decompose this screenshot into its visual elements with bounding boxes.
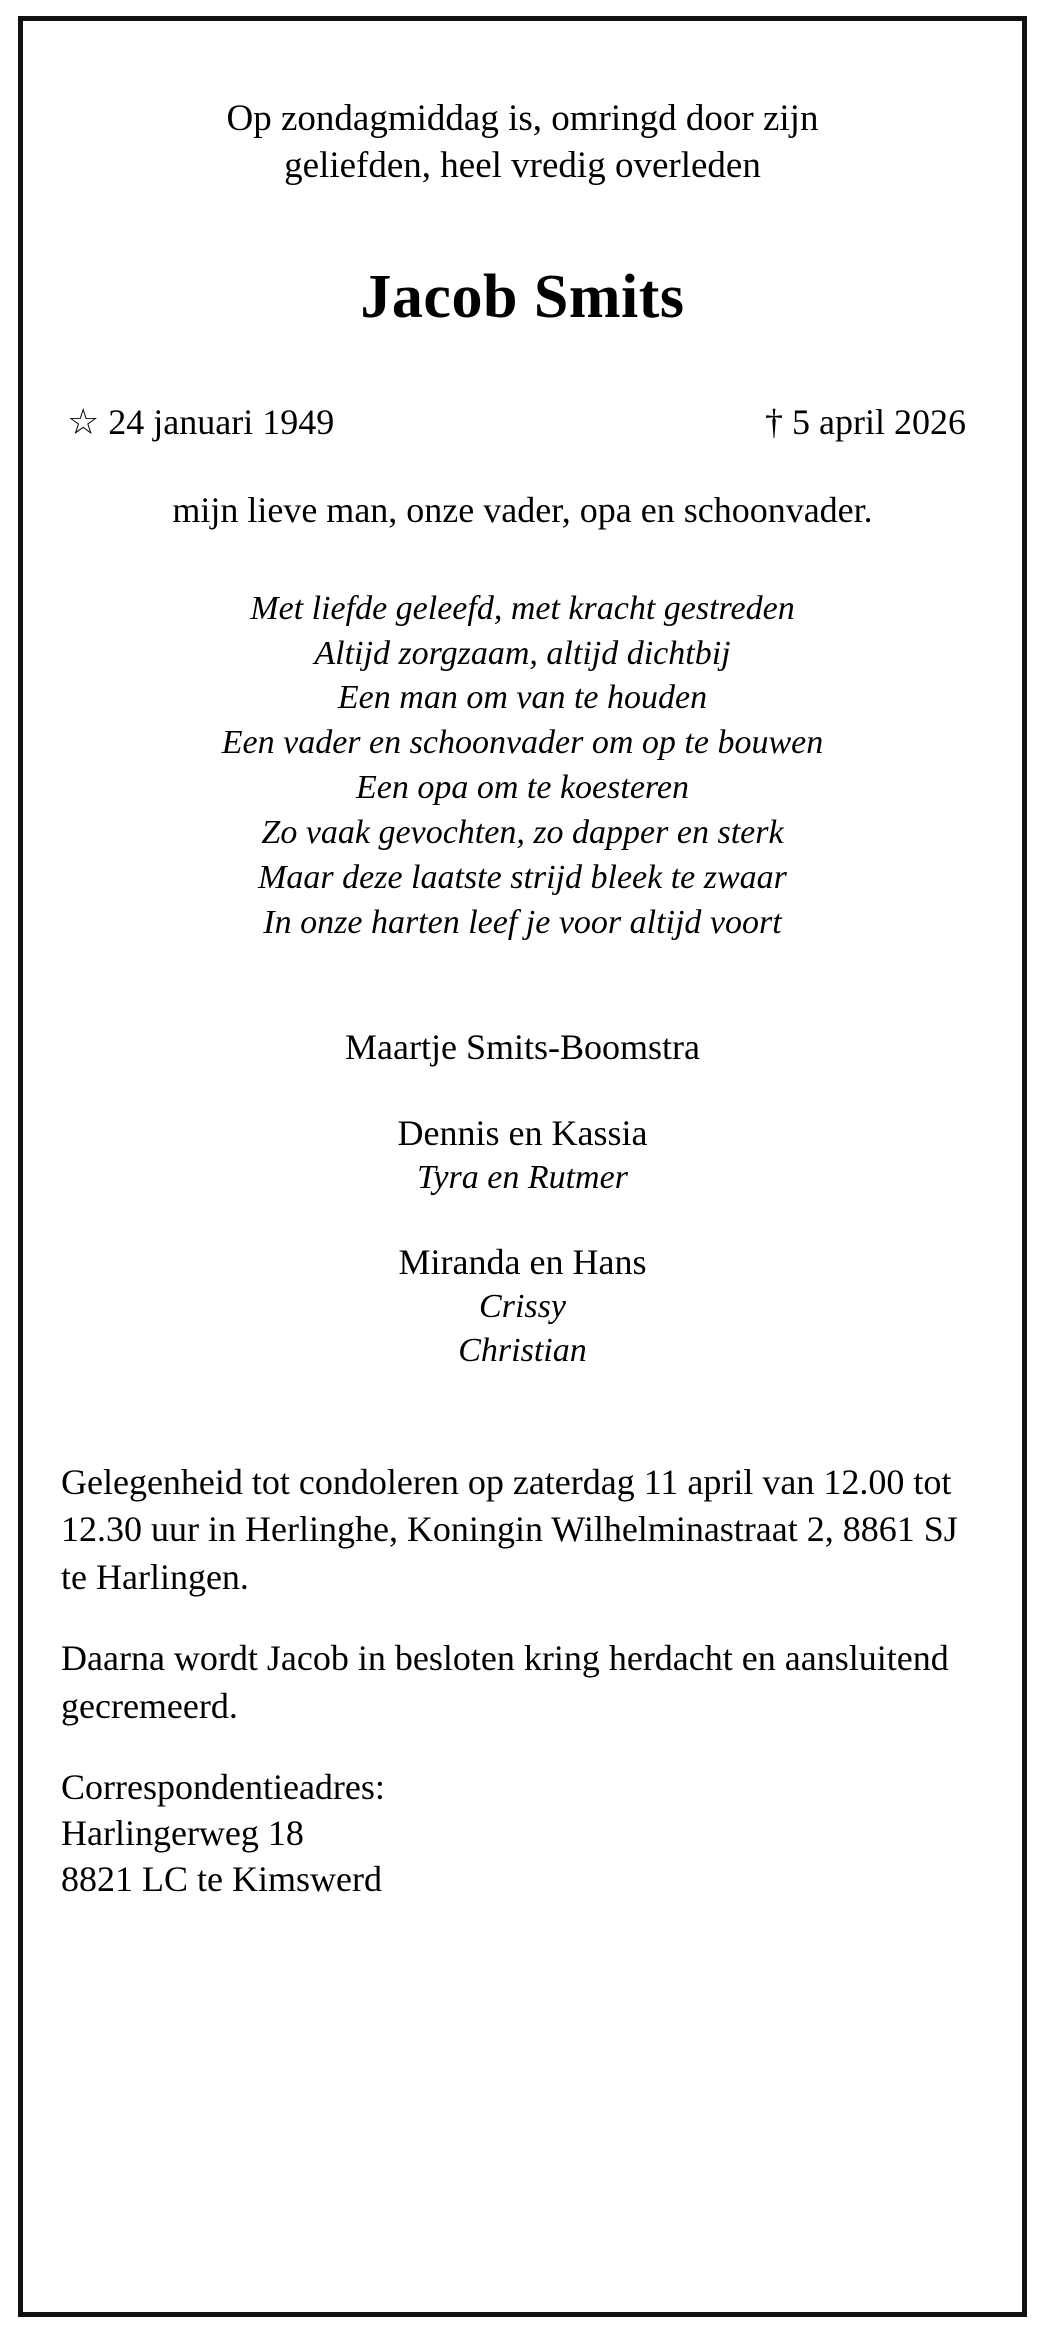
survivor-name: Maartje Smits-Boomstra	[345, 1026, 700, 1067]
correspondence-address	[61, 1764, 984, 1902]
poem-line: In onze harten leef je voor altijd voort	[263, 903, 782, 941]
poem-line: Een opa om te koesteren	[356, 769, 689, 807]
dates-row	[61, 401, 984, 443]
deceased-name: Jacob Smits	[360, 262, 685, 331]
poem-line: Een man om van te houden	[337, 679, 708, 717]
poem-line: Altijd zorgzaam, altijd dichtbij	[314, 634, 731, 672]
survivor-name: Miranda en Hans	[398, 1242, 647, 1283]
relation-text: mijn lieve man, onze vader, opa en schoonvader.	[172, 489, 873, 530]
birth-date: ☆ 24 januari 1949	[67, 401, 335, 442]
address-label: Correspondentieadres:	[61, 1767, 385, 1808]
survivor-group	[61, 1110, 984, 1200]
poem-line: Met liefde geleefd, met kracht gestreden	[250, 589, 795, 627]
condolence-text: Gelegenheid tot condoleren op zaterdag 11 april van 12.00 tot 12.30 uur in Herlinghe, Koningin Wilhelminastraat 2, 8861 SJ te Harlingen.	[61, 1461, 958, 1597]
survivor-group	[61, 1239, 984, 1372]
cremation-text: Daarna wordt Jacob in besloten kring herdacht en aansluitend gecremeerd.	[61, 1638, 949, 1726]
survivor-subname: Crissy	[479, 1288, 566, 1326]
survivor-name: Dennis en Kassia	[397, 1112, 648, 1153]
poem-line: Maar deze laatste strijd bleek te zwaar	[258, 858, 787, 896]
card-content	[23, 21, 1022, 2312]
survivor-subname: Tyra en Rutmer	[417, 1158, 628, 1196]
service-info	[61, 1459, 984, 1903]
death-date: † 5 april 2026	[765, 401, 966, 442]
intro-line-1: Op zondagmiddag is, omringd door zijn	[226, 98, 819, 139]
intro-text	[109, 95, 936, 190]
intro-line-2: geliefden, heel vredig overleden	[284, 145, 761, 187]
survivor-subname: Christian	[458, 1331, 587, 1369]
survivors-list	[61, 1024, 984, 1373]
survivor-group	[61, 1024, 984, 1070]
poem	[61, 587, 984, 946]
address-line-2: 8821 LC te Kimswerd	[61, 1859, 382, 1900]
poem-line: Zo vaak gevochten, zo dapper en sterk	[261, 814, 784, 852]
obituary-card	[18, 16, 1027, 2317]
poem-line: Een vader en schoonvader om op te bouwen	[221, 724, 824, 762]
address-line-1: Harlingerweg 18	[61, 1813, 304, 1854]
